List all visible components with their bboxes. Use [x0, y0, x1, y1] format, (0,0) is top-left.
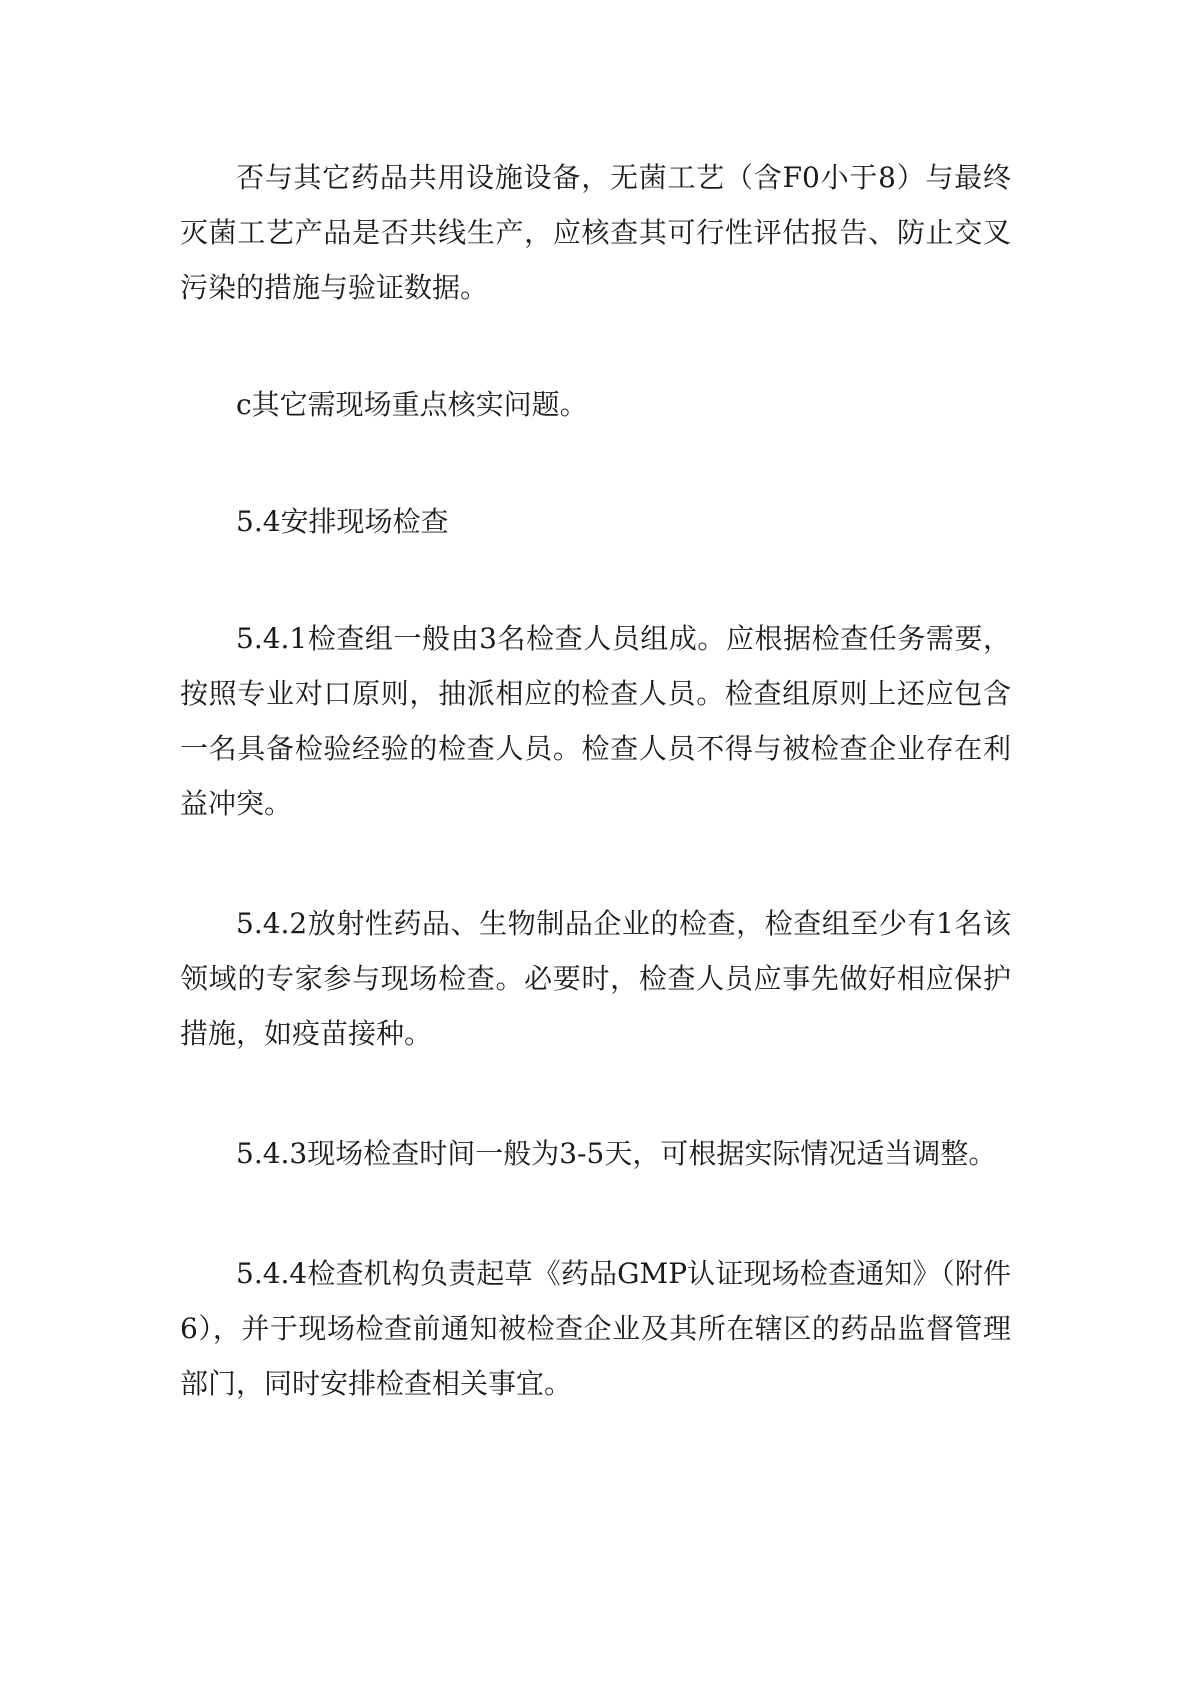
paragraph-5-4-2: 5.4.2放射性药品、生物制品企业的检查，检查组至少有1名该领域的专家参与现场检查。必要时，检查人员应事先做好相应保护措施，如疫苗接种。	[180, 907, 1011, 1050]
paragraph-5-4-4: 5.4.4检查机构负责起草《药品GMP认证现场检查通知》（附件6），并于现场检查前通知被检查企业及其所在辖区的药品监督管理部门，同时安排检查相关事宜。	[180, 1257, 1011, 1400]
paragraph-5-4-1: 5.4.1检查组一般由3名检查人员组成。应根据检查任务需要，按照专业对口原则，抽派相应的检查人员。检查组原则上还应包含一名具备检验经验的检查人员。检查人员不得与被检查企业存在利益冲突。	[180, 622, 1011, 820]
paragraph-shared-equipment: 否与其它药品共用设施设备，无菌工艺（含F0小于8）与最终灭菌工艺产品是否共线生产，应核查其可行性评估报告、防止交叉污染的措施与验证数据。	[180, 161, 1011, 304]
section-heading-5-4: 5.4安排现场检查	[236, 505, 449, 538]
document-body	[180, 150, 1011, 1411]
paragraph-5-4-3: 5.4.3现场检查时间一般为3-5天，可根据实际情况适当调整。	[236, 1137, 997, 1170]
paragraph-other-issues: c其它需现场重点核实问题。	[236, 388, 588, 421]
